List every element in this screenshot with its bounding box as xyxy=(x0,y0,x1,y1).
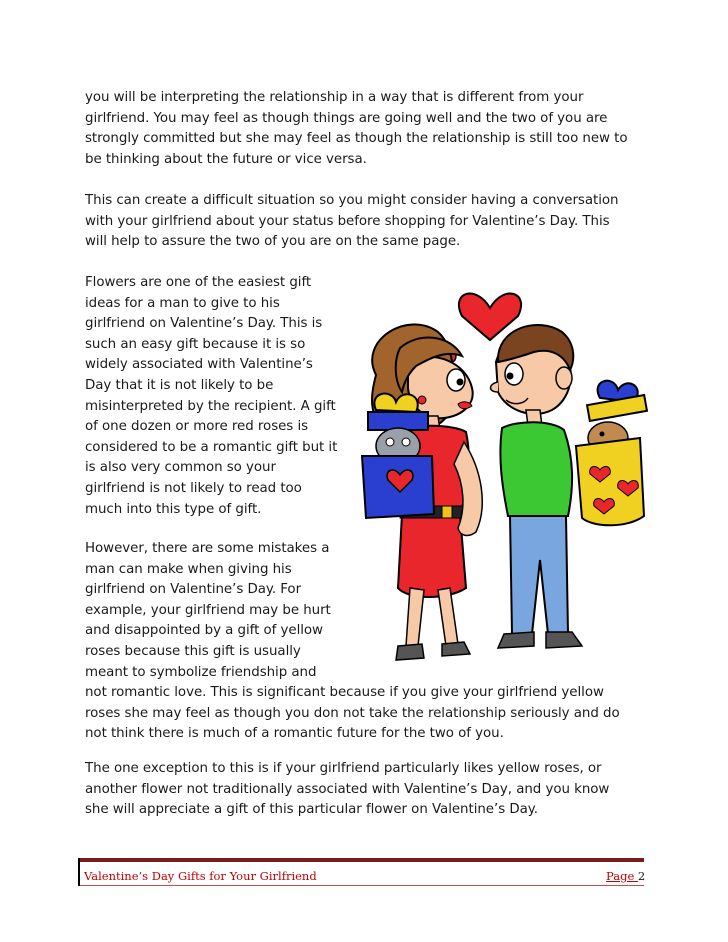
footer-rule xyxy=(80,885,644,886)
text-line: considered to be a romantic gift but it xyxy=(85,439,338,455)
text-line: girlfriend is not likely to read too xyxy=(85,480,302,496)
text-line: another flower not traditionally associated with Valentine’s Day, and you know xyxy=(85,781,610,797)
text-line: widely associated with Valentine’s xyxy=(85,357,313,373)
man-figure xyxy=(491,325,583,648)
text-line: strongly committed but she may feel as though the relationship is still too new to xyxy=(85,131,628,147)
text-line: of one dozen or more red roses is xyxy=(85,419,309,435)
paragraph-relationship xyxy=(85,88,628,170)
text-line: not think there is much of a romantic future for the two of you. xyxy=(85,726,504,742)
text-line: meant to symbolize friendship and xyxy=(85,664,317,680)
text-line: girlfriend on Valentine’s Day. This is xyxy=(85,316,323,332)
footer-document-title: Valentine’s Day Gifts for Your Girlfriend xyxy=(84,869,317,883)
text-line: example, your girlfriend may be hurt xyxy=(85,602,331,618)
text-line: Day that it is not likely to be xyxy=(85,377,274,393)
text-line: she will appreciate a gift of this particular flower on Valentine’s Day. xyxy=(85,802,538,818)
text-line: The one exception to this is if your girlfriend particularly likes yellow roses, or xyxy=(85,761,602,776)
text-line: man can make when giving his xyxy=(85,561,292,577)
footer-divider xyxy=(78,858,80,886)
blue-gift-box xyxy=(362,394,434,518)
text-line: and disappointed by a gift of yellow xyxy=(85,623,323,639)
yellow-gift-box xyxy=(576,381,647,526)
text-line: not romantic love. This is significant because if you give your girlfriend yellow xyxy=(85,685,604,701)
valentine-couple-illustration xyxy=(338,270,650,680)
footer-page-number xyxy=(606,869,645,883)
text-line: This can create a difficult situation so you might consider having a conversation xyxy=(85,193,619,208)
paragraph-conversation xyxy=(85,191,618,253)
text-line: girlfriend. You may feel as though things are going well and the two of you are xyxy=(85,110,608,126)
page-number: 2 xyxy=(637,869,646,883)
footer-bar xyxy=(80,858,644,862)
paragraph-exception xyxy=(85,759,609,821)
text-line: Flowers are one of the easiest gift xyxy=(85,275,312,290)
text-line: will help to assure the two of you are on the same page. xyxy=(85,234,461,250)
text-line: with your girlfriend about your status before shopping for Valentine’s Day. This xyxy=(85,213,610,229)
text-line: roses she may feel as though you don not take the relationship seriously and do xyxy=(85,705,620,721)
text-line: is also very common so your xyxy=(85,460,276,476)
text-line: you will be interpreting the relationship in a way that is different from your xyxy=(85,90,584,105)
page-label: Page xyxy=(606,869,638,883)
text-line: ideas for a man to give to his xyxy=(85,295,280,311)
text-line: roses because this gift is usually xyxy=(85,643,301,659)
text-line: girlfriend on Valentine’s Day. For xyxy=(85,582,302,598)
text-line: such an easy gift because it is so xyxy=(85,336,306,352)
text-line: However, there are some mistakes a xyxy=(85,541,330,556)
paragraph-flowers xyxy=(85,273,337,520)
text-line: much into this type of gift. xyxy=(85,501,262,517)
text-line: be thinking about the future or vice versa. xyxy=(85,151,367,167)
text-line: misinterpreted by the recipient. A gift xyxy=(85,398,336,414)
